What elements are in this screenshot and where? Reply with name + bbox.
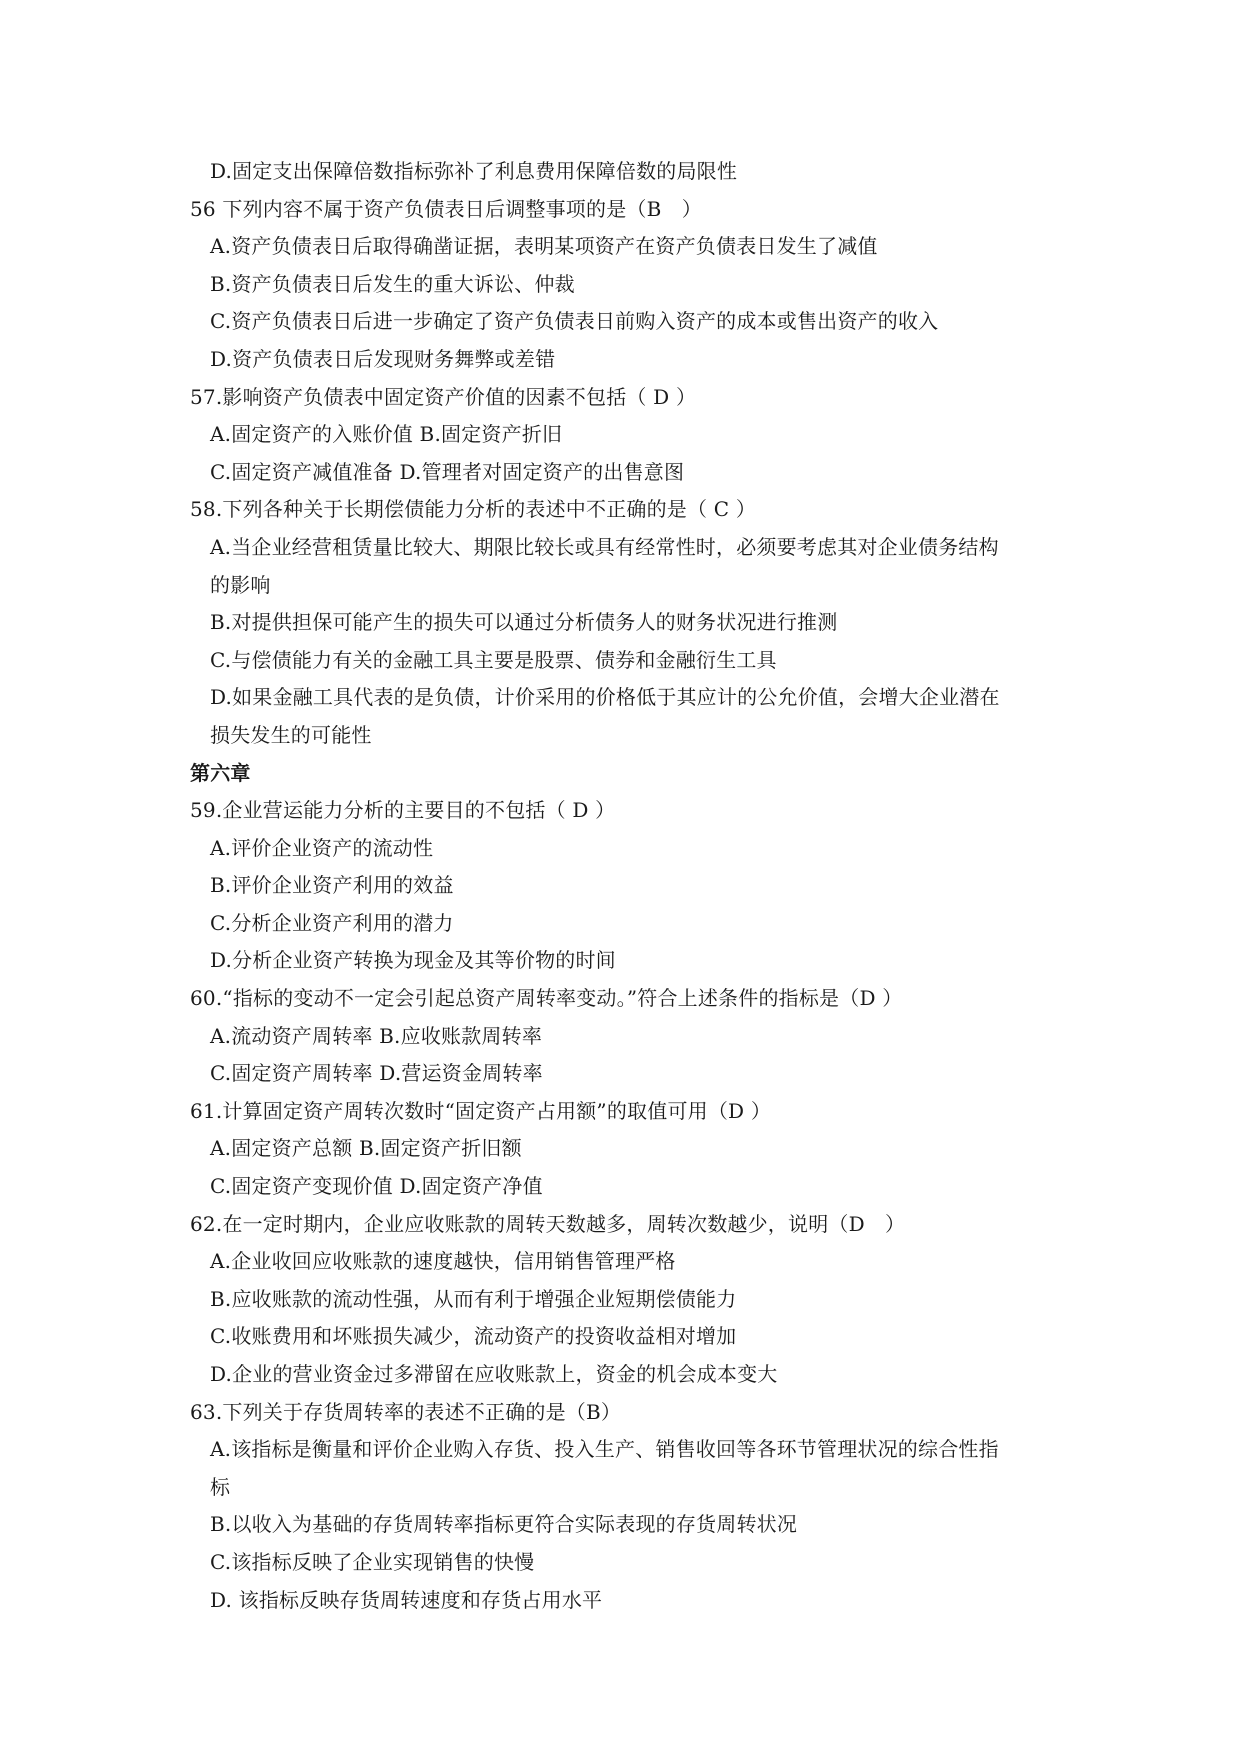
answer-option: A.企业收回应收账款的速度越快，信用销售管理严格 [210,1249,676,1274]
answer-option: C.资产负债表日后进一步确定了资产负债表日前购入资产的成本或售出资产的收入 [210,309,939,334]
question-text: 62.在一定时期内，企业应收账款的周转天数越多，周转次数越少，说明（D ） [190,1211,906,1236]
answer-option: C.该指标反映了企业实现销售的快慢 [210,1549,535,1574]
answer-option: B.应收账款的流动性强，从而有利于增强企业短期偿债能力 [210,1286,737,1311]
question-text: 61.计算固定资产周转次数时“固定资产占用额”的取值可用（D ） [190,1098,772,1123]
answer-option: A.该指标是衡量和评价企业购入存货、投入生产、销售收回等各环节管理状况的综合性指 [210,1437,999,1462]
question-text: 57.影响资产负债表中固定资产价值的因素不包括（ D ） [190,384,697,409]
answer-option: D.分析企业资产转换为现金及其等价物的时间 [210,948,616,973]
answer-option: D.固定支出保障倍数指标弥补了利息费用保障倍数的局限性 [210,159,738,183]
answer-option: D.如果金融工具代表的是负债，计价采用的价格低于其应计的公允价值，会增大企业潜在 [210,685,1000,710]
answer-option: D.资产负债表日后发现财务舞弊或差错 [210,346,556,371]
option-continuation: 的影响 [210,572,271,597]
document-body [190,153,1070,1619]
answer-option: A.评价企业资产的流动性 [210,835,434,860]
answer-option: A.固定资产总额 B.固定资产折旧额 [210,1136,522,1161]
question-text: 63.下列关于存货周转率的表述不正确的是（B） [190,1399,622,1424]
option-continuation: 损失发生的可能性 [210,722,372,747]
answer-option: C.固定资产变现价值 D.固定资产净值 [210,1174,543,1199]
answer-option: B.评价企业资产利用的效益 [210,873,454,898]
answer-option: B.资产负债表日后发生的重大诉讼、仲裁 [210,271,575,296]
question-text: 56 下列内容不属于资产负债表日后调整事项的是（B ） [190,196,702,221]
answer-option: C.固定资产减值准备 D.管理者对固定资产的出售意图 [210,459,685,484]
question-text: 60.“指标的变动不一定会引起总资产周转率变动。”符合上述条件的指标是（D ） [190,986,903,1011]
answer-option: D.企业的营业资金过多滞留在应收账款上，资金的机会成本变大 [210,1362,778,1386]
question-text: 58.下列各种关于长期偿债能力分析的表述中不正确的是（ C ） [190,497,757,522]
answer-option: C.收账费用和坏账损失减少，流动资产的投资收益相对增加 [210,1324,737,1349]
answer-option: D. 该指标反映存货周转速度和存货占用水平 [210,1587,603,1612]
option-continuation: 标 [210,1474,231,1499]
answer-option: B.以收入为基础的存货周转率指标更符合实际表现的存货周转状况 [210,1512,798,1537]
answer-option: A.资产负债表日后取得确凿证据，表明某项资产在资产负债表日发生了减值 [210,234,878,259]
answer-option: A.当企业经营租赁量比较大、期限比较长或具有经常性时，必须要考虑其对企业债务结构 [210,534,999,559]
answer-option: C.分析企业资产利用的潜力 [210,910,454,935]
chapter-heading: 第六章 [190,760,251,785]
answer-option: A.流动资产周转率 B.应收账款周转率 [210,1023,543,1048]
answer-option: B.对提供担保可能产生的损失可以通过分析债务人的财务状况进行推测 [210,610,838,635]
question-text: 59.企业营运能力分析的主要目的不包括（ D ） [190,798,616,823]
answer-option: A.固定资产的入账价值 B.固定资产折旧 [210,422,563,447]
answer-option: C.与偿债能力有关的金融工具主要是股票、债券和金融衍生工具 [210,647,777,672]
answer-option: C.固定资产周转率 D.营运资金周转率 [210,1061,543,1086]
